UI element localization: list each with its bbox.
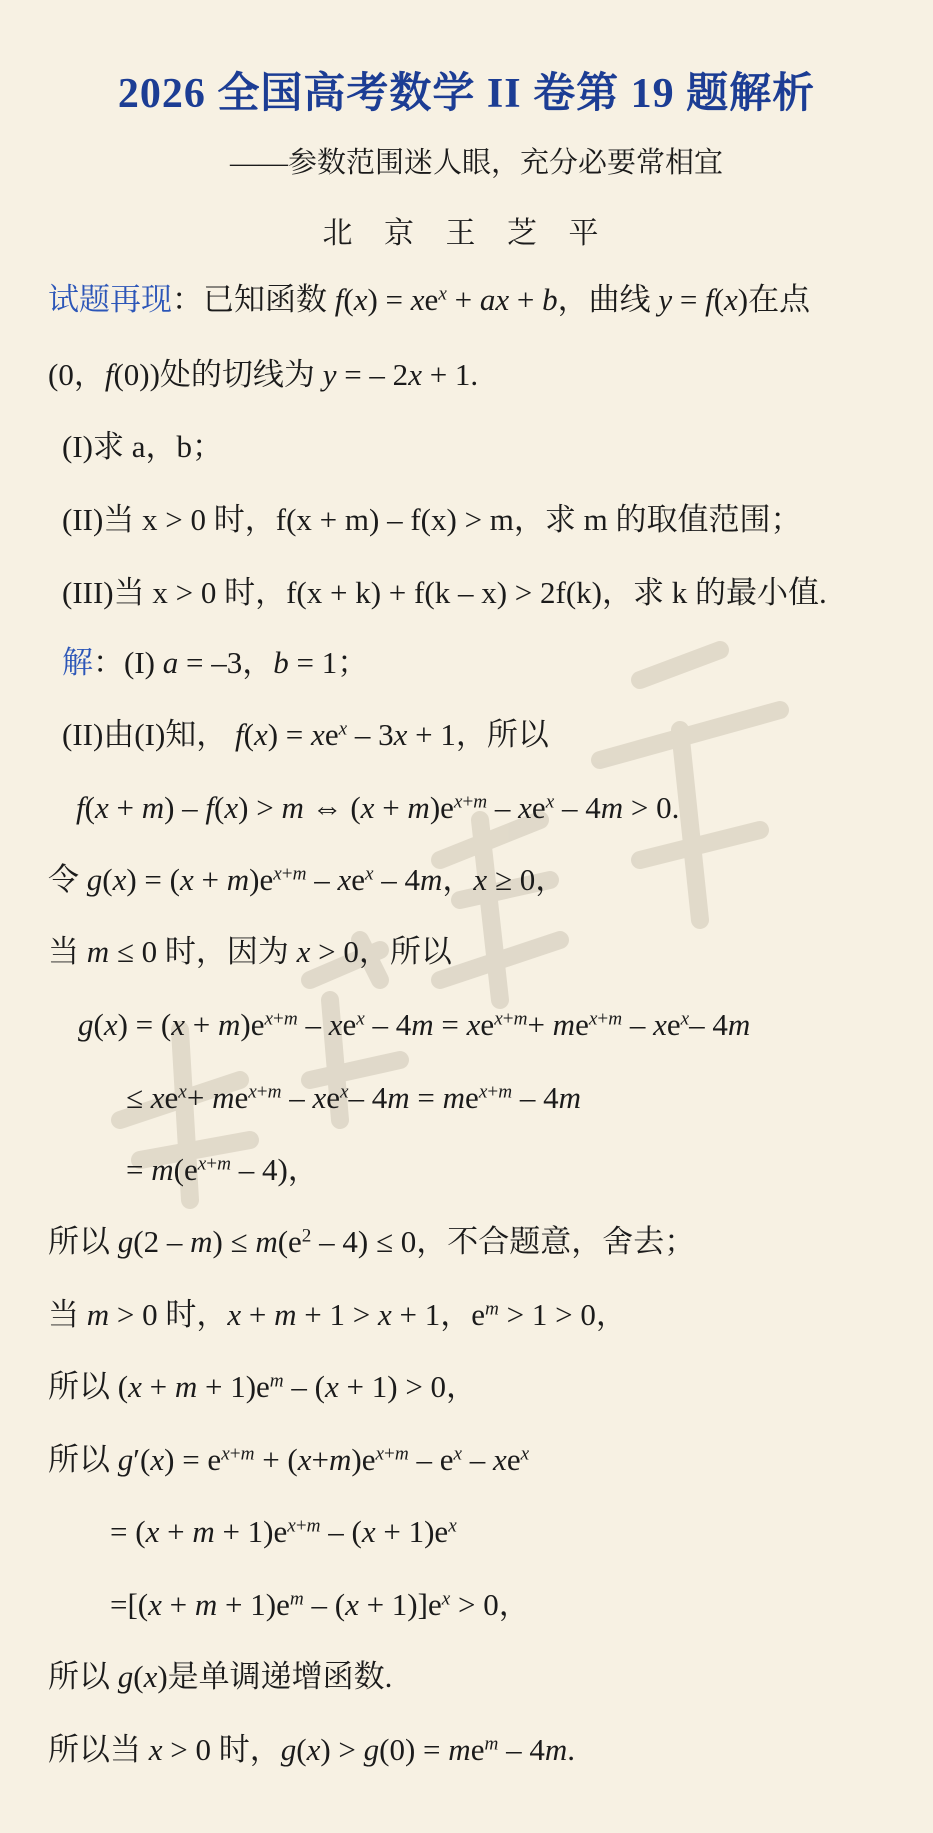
solution-line-16: 所以当 x > 0 时，$g(x) > g(0) = me^m - 4m$. xyxy=(48,1732,575,1767)
problem-line-1: 试题再现：已知函数 $f(x) = xe^x$ + ax + b，曲线 y = f(x)在点 xyxy=(48,282,811,317)
problem-part-2-text: 当 x > 0 时，f(x + m) – f(x) > m，求 m 的取值范围； xyxy=(103,502,802,537)
author-line: 北 京 王 芝 平 xyxy=(322,217,611,250)
solution-line-5: 当 m ≤ 0 时，因为 x > 0，所以 xyxy=(48,934,452,969)
problem-intro-text: 已知函数 xyxy=(203,282,327,317)
solution-line-4: 令 $g(x) = (x + m)e^{x+m} - xe^x - 4m$，x ≥ 0， xyxy=(48,862,567,897)
solution-line-2: (II)由(I)知， $f(x) = xe^x - 3x + 1$，所以 xyxy=(62,717,549,752)
solution-part-1: 解：(I) a = –3，b = 1； xyxy=(62,645,369,680)
problem-label: 试题再现 xyxy=(48,282,172,317)
problem-line-2: (0，f(0))处的切线为 y = – 2x + 1. xyxy=(48,357,479,392)
solution-line-6: $g(x) = (x + m)e^{x+m} - xe^x - 4m = xe^{x+m}+ me^{x+m} - xe^x-$ 4m xyxy=(78,1007,751,1042)
problem-part-1-text: 求 a，b； xyxy=(92,429,223,464)
solution-line-8: = $m(e^{x+m} - 4)$， xyxy=(126,1152,319,1187)
problem-part-1: (I)求 a，b； xyxy=(62,429,223,464)
solution-line-9: 所以 $g(2 - m) \le m(e^2 - 4) \le 0$，不合题意，舍去； xyxy=(48,1224,696,1259)
solution-line-10: 当 m > 0 时，x + m + 1 > x + 1，$e^m > 1 > 0$， xyxy=(48,1297,627,1332)
problem-part-3-text: 当 x > 0 时，f(x + k) + f(k – x) > 2f(k)，求 k 的最小值. xyxy=(113,575,827,610)
solution-line-7: ≤ $xe^x+ me^{x+m} - xe^x-$ $4m = me^{x+m} - 4m$ xyxy=(126,1080,581,1115)
solution-line-11: 所以 $(x + m + 1)e^m - (x + 1) > 0$， xyxy=(48,1369,478,1404)
page-title: 2026 全国高考数学 II 卷第 19 题解析 xyxy=(117,71,816,117)
solution-line-15: 所以 g(x)是单调递增函数. xyxy=(48,1659,393,1694)
solution-line-13: = $(x + m + 1)e^{x+m} - (x + 1)e^x$ xyxy=(110,1514,457,1549)
solution-line-12: 所以 $g'(x) = e^{x+m} + (x+m)e^{x+m} - e^x - xe^x$ xyxy=(48,1442,530,1477)
page-subtitle: ——参数范围迷人眼，充分必要常相宜 xyxy=(229,147,723,179)
solution-line-3: f(x + m) – f(x) > m ⇔ $(x + m)e^{x+m} - xe^x - 4m > 0$. xyxy=(76,790,680,825)
solution-label: 解 xyxy=(62,645,93,680)
problem-part-2: (II)当 x > 0 时，f(x + m) – f(x) > m，求 m 的取值范围； xyxy=(62,502,802,537)
problem-part-3: (III)当 x > 0 时，f(x + k) + f(k – x) > 2f(k)，求 k 的最小值. xyxy=(62,575,827,610)
solution-line-14: $=[(x + m + 1)e^m - (x + 1)]e^x > 0$， xyxy=(110,1587,530,1622)
